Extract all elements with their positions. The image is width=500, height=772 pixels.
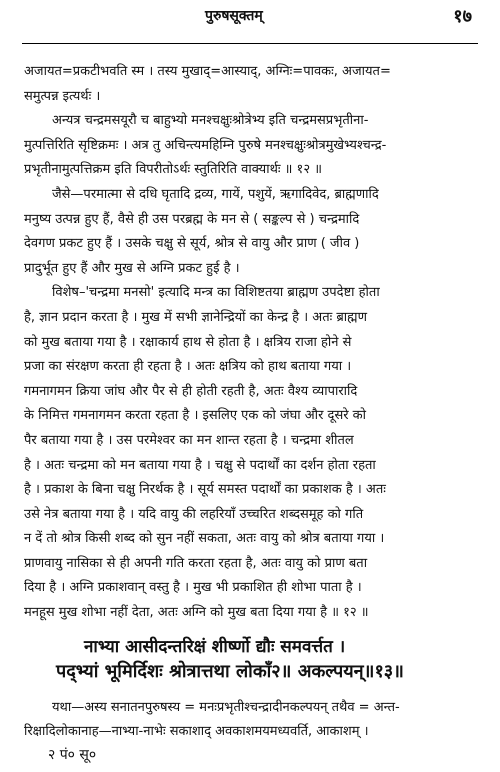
text-line: अजायत=प्रकटीभवति स्म । तस्य मुखाद्=आस्याद्, अग्निः=पावकः, अजायत= [24, 64, 391, 79]
text-line: जैसे—परमात्मा से दधि घृतादि द्रव्य, गायें, पशुयें, ऋगादिवेद, ब्राह्मणादि [52, 186, 379, 202]
text-line: को मुख बताया गया है । रक्षाकार्य हाथ से होता है । क्षत्रिय राजा होने से [24, 334, 352, 350]
text-line: प्रादुर्भूत हुए हैं और मुख से अग्नि प्रकट हुई है । [24, 260, 240, 276]
header-rule [22, 43, 478, 44]
text-line: है, ज्ञान प्रदान करता है । मुख में सभी ज्ञानेन्द्रियों का केन्द्र है । अतः ब्राह्मण [24, 309, 367, 325]
page-header [0, 4, 500, 44]
text-line: प्राणवायु नासिका से ही अपनी गति करता रहता है, अतः वायु को प्राण बता [24, 555, 368, 571]
text-line: मनुष्य उत्पन्न हुए हैं, वैसे ही उस परब्रह्म के मन से ( सङ्कल्प से ) चन्द्रमादि [24, 211, 360, 227]
text-line: मनहूस मुख शोभा नहीं देता, अतः अग्नि को मुख बता दिया गया है ॥ १२ ॥ [24, 605, 369, 621]
verse-line-1: नाभ्या आसीदन्तरिक्षं शीर्ष्णो द्यौः समवर्त्तत । [84, 637, 346, 657]
body-text [24, 60, 478, 626]
text-line: मुत्पत्तिरिति सृष्टिक्रमः । अत्र तु अचिन्त्यमहिम्नि पुरुषे मनश्चक्षुःश्रोत्रमुखेभ्यश्चन्द्र- [24, 137, 387, 153]
commentary [24, 696, 478, 744]
footer-signature: २ पं० सू० [48, 747, 97, 763]
text-line: दिया है । अग्नि प्रकाशवान् वस्तु है । मुख भी प्रकाशित ही शोभा पाता है । [24, 580, 362, 596]
text-line: अन्यत्र चन्द्रमसयूरौ च बाहुभ्यो मनश्चक्षुःश्रोत्रेभ्य इति चन्द्रमसप्रभृतीना- [52, 113, 369, 129]
text-line: प्रभृतीनामुत्पत्तिक्रम इति विपरीतोऽर्थः स्तुतिरिति वाक्यार्थः ॥ १२ ॥ [24, 162, 323, 178]
text-line: यथा—अस्य सनातनपुरुषस्य = मनःप्रभृतीश्चन्द्रादीनकल्पयन् तथैव = अन्त- [52, 700, 400, 715]
text-line: गमनागमन क्रिया जांघ और पैर से ही होती रहती है, अतः वैश्य व्यापारादि [24, 383, 358, 399]
text-line: देवगण प्रकट हुए हैं । उसके चक्षु से सूर्य, श्रोत्र से वायु और प्राण ( जीव ) [24, 236, 360, 252]
text-line: के निमित्त गमनागमन करता रहता है । इसलिए एक को जंघा और दूसरे को [24, 408, 367, 424]
text-line: विशेष–'चन्द्रमा मनसो' इत्यादि मन्त्र का विशिष्टतया ब्राह्मण उपदेष्टा होता [52, 285, 380, 301]
page-number: १७ [453, 6, 472, 27]
text-line: है । अतः चन्द्रमा को मन बताया गया है । चक्षु से पदार्थों का दर्शन होता रहता [24, 457, 376, 473]
text-line: है । प्रकाश के बिना चक्षु निरर्थक है । सूर्य समस्त पदार्थों का प्रकाशक है । अतः [24, 482, 386, 498]
text-line: पैर बताया गया है । उस परमेश्वर का मन शान्त रहता है । चन्द्रमा शीतल [24, 432, 354, 448]
text-line: उसे नेत्र बताया गया है । यदि वायु की लहरियाँ उच्चरित शब्दसमूह को गति [24, 506, 364, 522]
text-line: प्रजा का संरक्षण करता ही रहता है । अतः क्षत्रिय को हाथ बताया गया । [24, 359, 352, 375]
verse-line-2: पद्भ्यां भूमिर्दिशः श्रोत्रात्तथा लोकाँ२॥ अकल्पयन्॥१३॥ [56, 661, 404, 682]
text-line: न दें तो श्रोत्र किसी शब्द को सुन नहीं सकता, अतः वायु को श्रोत्र बताया गया । [24, 531, 385, 547]
text-line: रिक्षादिलोकानाह—नाभ्या-नाभेः सकाशाद् अवकाशमयमध्यवर्ति, आकाशम् । [24, 724, 369, 739]
page-title: पुरुषसूक्तम् [205, 8, 263, 24]
text-line: समुत्पन्न इत्यर्थः । [24, 88, 101, 104]
